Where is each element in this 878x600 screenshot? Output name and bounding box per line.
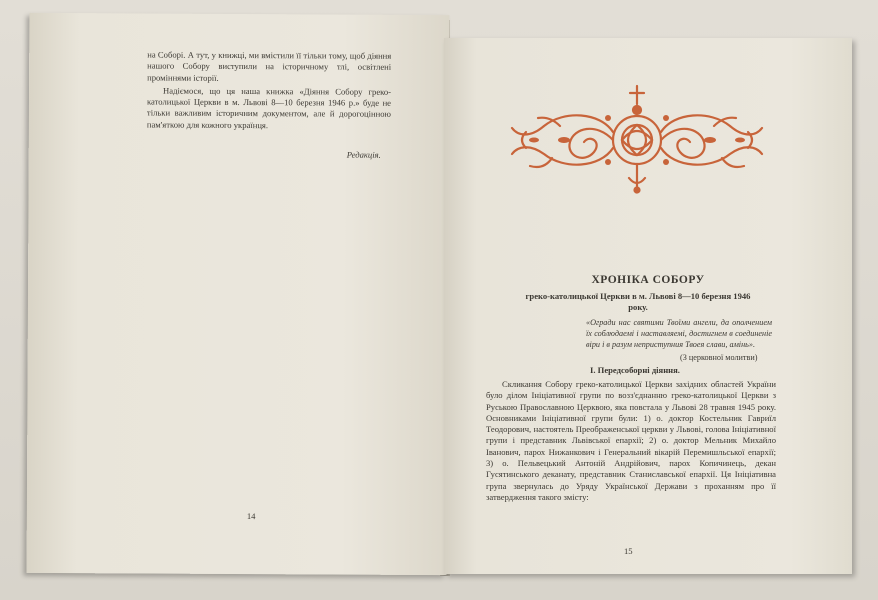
left-page-text: [147, 50, 391, 132]
right-page: [444, 38, 852, 574]
left-paragraph-1: на Соборі. А тут, у книжці, ми вмістили її тільки тому, щоб діяння нашого Собору виступили на історичному тлі, освітлені проміннями історії.: [147, 49, 392, 83]
left-page: [27, 13, 450, 575]
section-heading: I. Передсоборні діяння.: [590, 365, 680, 375]
floral-ornament-icon: [504, 82, 770, 194]
chronicle-body: Скликання Собору греко-католицької Церкви західних областей України було ділом Ініціативної групи по возз'єднанню греко-католицької Церкви з Руською Православною Церквою, яка повстала у Львові 28 травня 1945 року. Основниками Ініціативної групи були: 1) о. доктор Костельник Гавриїл Теодорович, настоятель Преображенської церкви у Львові, голова Ініціативної групи і представник Львівської епархії; 2) о. доктор Мельник Михайло Іванович, парох Нижанкович і Генеральний вікарій Перемишльської епархії; 3) о. Пельвецький Антоній Андрійович, парох Копичинець, декан Гусятинського деканату, представник Станиславської епархії. Ця Ініціативна група звернулась до Уряду Української Держави з проханням про її затвердження такого змісту:: [486, 379, 776, 502]
left-paragraph-2: Надіємося, що ця наша книжка «Діяння Собору греко-католицької Церкви в м. Львові 8—10 березня 1946 р.» буде не тільки важливим історичним документом, але й дорогоцінною пам'яткою для кожного українця.: [146, 85, 392, 130]
epigraph: «Огради нас святими Твоїми ангели, да ополчением їх соблюдаемі і наставляемі, достигнем в соединеніе віри і в разум неприступния Твоея слави, амінь».: [586, 318, 772, 349]
right-page-number: 15: [624, 546, 633, 556]
epigraph-source: (З церковної молитви): [680, 353, 758, 362]
chronicle-title: ХРОНІКА СОБОРУ: [591, 274, 705, 286]
editorial-signature: Редакція.: [346, 149, 381, 160]
left-page-number: 14: [246, 511, 256, 522]
chronicle-subtitle: греко-католицької Церкви в м. Львові 8—10 березня 1946 року.: [525, 291, 751, 313]
